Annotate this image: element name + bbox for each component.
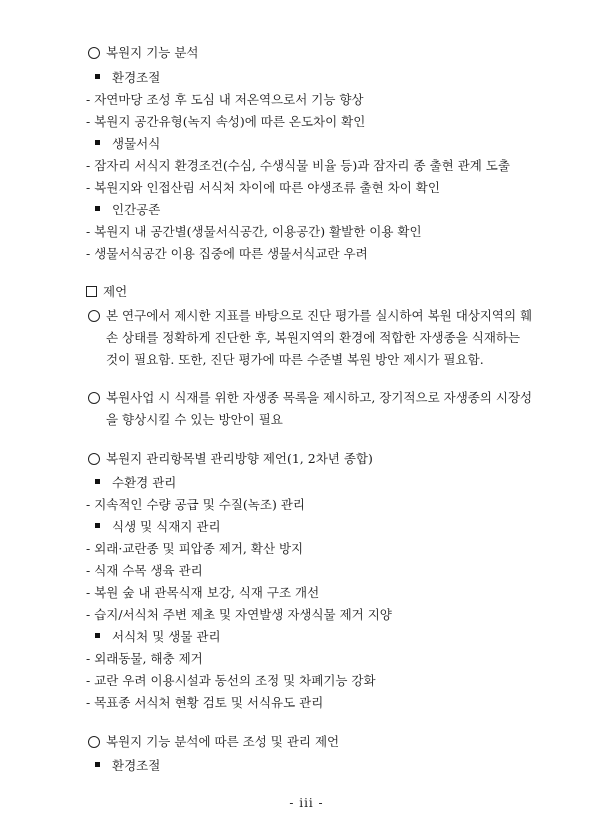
list-item: - 자연마당 조성 후 도심 내 저온역으로서 기능 향상: [86, 92, 364, 107]
circle-marker-icon: [88, 47, 100, 59]
list-item: - 복원 숲 내 관목식재 보강, 식재 구조 개선: [86, 585, 320, 600]
subheading-environment: 환경조절: [91, 69, 160, 87]
section-title-proposal: 제언: [86, 283, 127, 301]
list-item: - 복원지와 인접산림 서식처 차이에 따른 야생조류 출현 차이 확인: [86, 180, 440, 195]
paragraph-continuation: 을 향상시킬 수 있는 방안이 필요: [106, 412, 283, 427]
heading-management: 복원지 관리항목별 관리방향 제언(1, 2차년 종합): [88, 450, 373, 468]
subheading-vegetation: 식생 및 식재지 관리: [91, 518, 221, 536]
paragraph-continuation: 손 상태를 정확하게 진단한 후, 복원지역의 환경에 적합한 자생종을 식재하는: [106, 330, 521, 345]
list-item: - 목표종 서식처 현황 검토 및 서식유도 관리: [86, 695, 324, 710]
list-item: - 외래·교란종 및 피압종 제거, 확산 방지: [86, 541, 304, 556]
list-item: - 잠자리 서식지 환경조건(수심, 수생식물 비율 등)과 잠자리 종 출현 관계 도출: [86, 158, 510, 173]
square-bullet-icon: [95, 140, 100, 145]
list-item: - 외래동물, 해충 제거: [86, 651, 203, 666]
heading-function-proposal: 복원지 기능 분석에 따른 조성 및 관리 제언: [88, 733, 339, 751]
empty-square-icon: [86, 286, 97, 297]
subheading-environment: 환경조절: [91, 757, 160, 775]
circle-marker-icon: [88, 392, 100, 404]
subheading-water: 수환경 관리: [91, 474, 176, 492]
subheading-coexistence: 인간공존: [91, 201, 160, 219]
list-item: - 지속적인 수량 공급 및 수질(녹조) 관리: [86, 497, 305, 512]
square-bullet-icon: [95, 523, 100, 528]
subheading-habitat: 생물서식: [91, 135, 160, 153]
circle-marker-icon: [88, 310, 100, 322]
list-item: - 복원지 공간유형(녹지 속성)에 따른 온도차이 확인: [86, 114, 366, 129]
list-item: - 습지/서식처 주변 제초 및 자연발생 자생식물 제거 지양: [86, 607, 392, 622]
circle-marker-icon: [88, 736, 100, 748]
paragraph: 복원사업 시 식재를 위한 자생종 목록을 제시하고, 장기적으로 자생종의 시장성: [88, 389, 532, 407]
subheading-habitat-management: 서식처 및 생물 관리: [91, 628, 221, 646]
list-item: - 식재 수목 생육 관리: [86, 563, 203, 578]
paragraph-continuation: 것이 필요함. 또한, 진단 평가에 따른 수준별 복원 방안 제시가 필요함.: [106, 352, 484, 367]
circle-marker-icon: [88, 453, 100, 465]
page-number: - iii -: [289, 796, 324, 810]
paragraph: 본 연구에서 제시한 지표를 바탕으로 진단 평가를 실시하여 복원 대상지역의 훼: [88, 307, 532, 325]
list-item: - 생물서식공간 이용 집중에 따른 생물서식교란 우려: [86, 246, 368, 261]
square-bullet-icon: [95, 479, 100, 484]
list-item: - 복원지 내 공간별(생물서식공간, 이용공간) 활발한 이용 확인: [86, 224, 422, 239]
square-bullet-icon: [95, 74, 100, 79]
square-bullet-icon: [95, 762, 100, 767]
heading-function-analysis: 복원지 기능 분석: [88, 44, 198, 62]
square-bullet-icon: [95, 633, 100, 638]
square-bullet-icon: [95, 206, 100, 211]
list-item: - 교란 우려 이용시설과 동선의 조정 및 차폐기능 강화: [86, 673, 376, 688]
